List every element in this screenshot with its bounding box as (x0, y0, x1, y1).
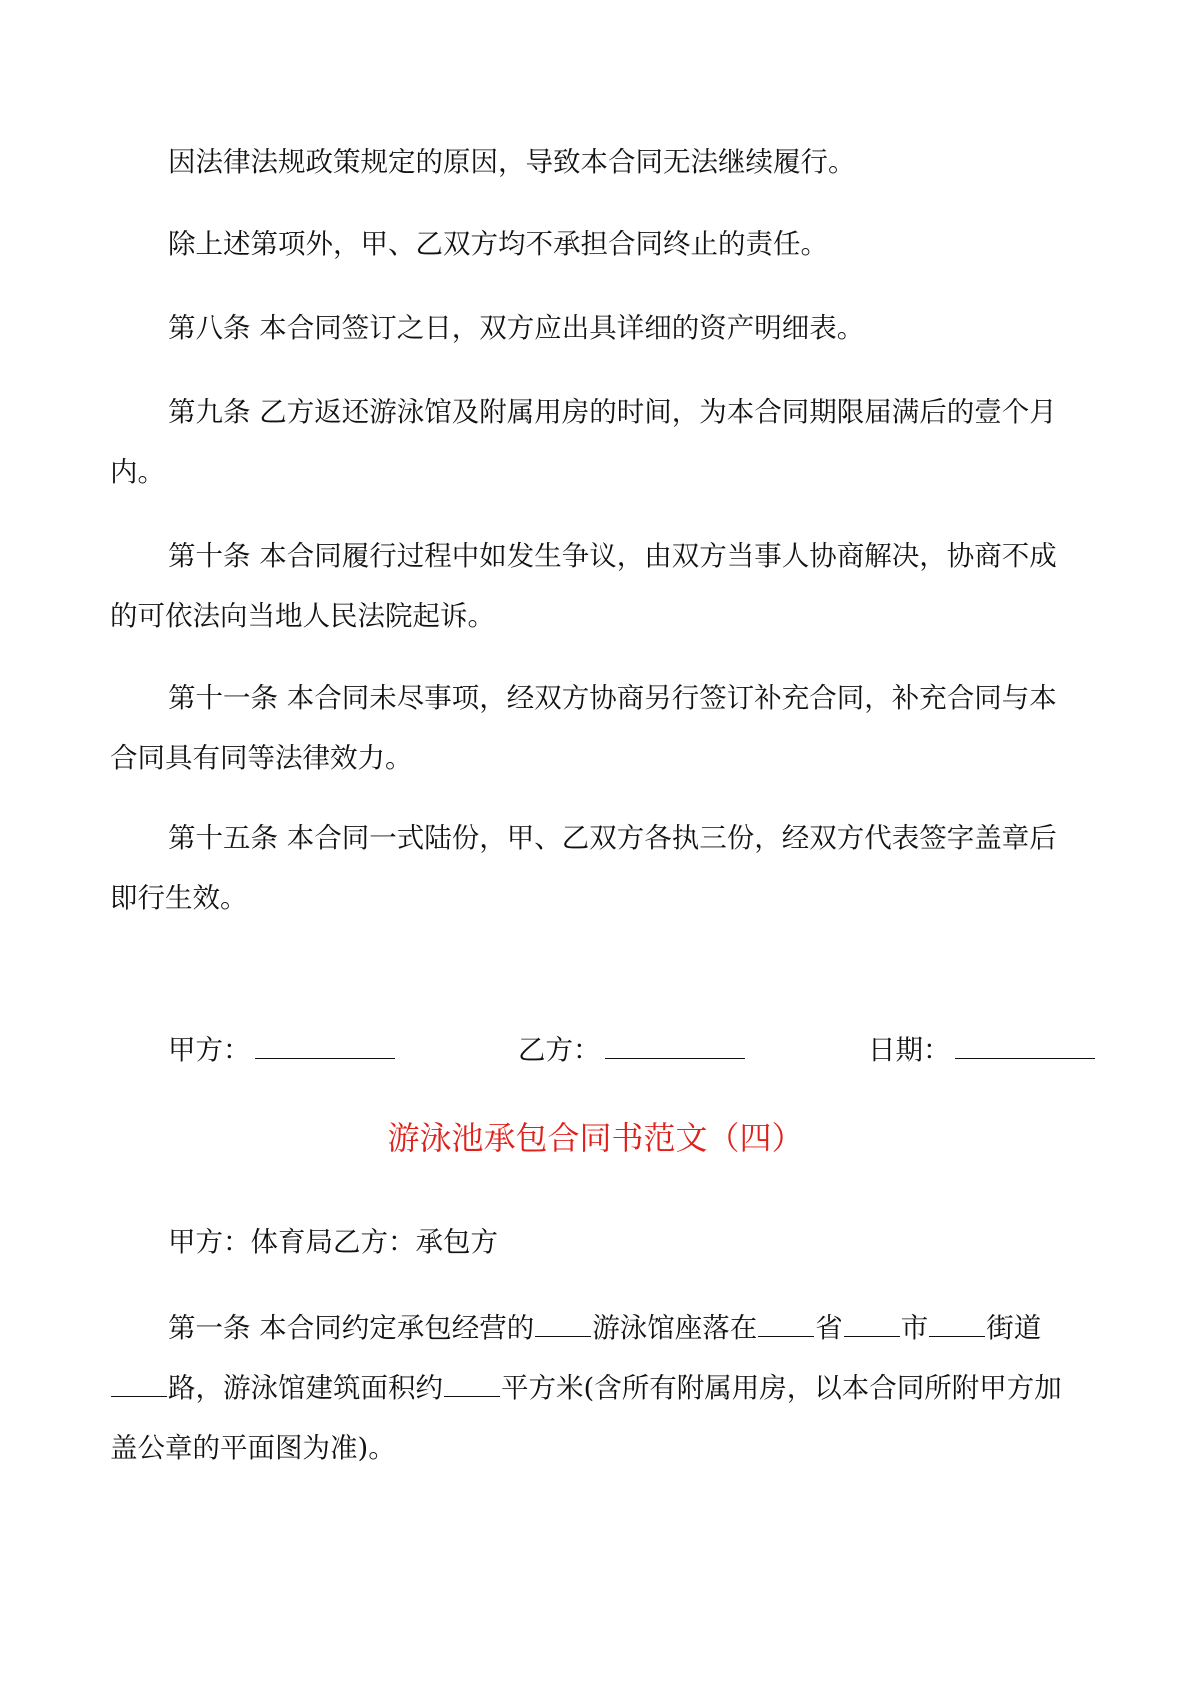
article-1-text-6: 路，游泳馆建筑面积约 (168, 1372, 443, 1404)
article-1-text-7: 平方米(含所有附属用房，以本合同所附甲方加盖公章的平面图为准)。 (110, 1372, 1062, 1464)
blank-field (844, 1314, 900, 1337)
signature-party-a (168, 1030, 395, 1070)
blank-field (758, 1314, 814, 1337)
blank-field (111, 1374, 167, 1397)
paragraph-article-1 (110, 1298, 1082, 1478)
blank-field (444, 1374, 500, 1397)
blank-field (929, 1314, 985, 1337)
paragraph-parties: 甲方：体育局乙方：承包方 (168, 1226, 498, 1258)
signature-date-blank (955, 1034, 1095, 1059)
signature-party-a-label: 甲方： (168, 1034, 251, 1066)
signature-date-label: 日期： (868, 1034, 951, 1066)
signature-row (0, 1030, 1191, 1070)
section-title: 游泳池承包合同书范文（四） (387, 1119, 804, 1157)
signature-party-b (518, 1030, 745, 1070)
blank-field (535, 1314, 591, 1337)
signature-party-b-blank (605, 1034, 745, 1059)
paragraph-liability: 除上述第项外，甲、乙双方均不承担合同终止的责任。 (168, 228, 828, 260)
signature-date (868, 1030, 1095, 1070)
signature-party-b-label: 乙方： (518, 1034, 601, 1066)
article-1-text-4: 市 (900, 1312, 929, 1344)
paragraph-article-9: 第九条 乙方返还游泳馆及附属用房的时间，为本合同期限届满后的壹个月内。 (110, 396, 1057, 488)
article-1-text-2: 游泳馆座落在 (592, 1312, 758, 1344)
article-1-text-1: 第一条 本合同约定承包经营的 (168, 1312, 535, 1344)
article-1-text-3: 省 (815, 1312, 843, 1344)
signature-party-a-blank (255, 1034, 395, 1059)
paragraph-article-11: 第十一条 本合同未尽事项，经双方协商另行签订补充合同，补充合同与本合同具有同等法律效力。 (110, 682, 1057, 774)
paragraph-article-10: 第十条 本合同履行过程中如发生争议，由双方当事人协商解决，协商不成的可依法向当地人民法院起诉。 (110, 540, 1057, 632)
paragraph-article-15: 第十五条 本合同一式陆份，甲、乙双方各执三份，经双方代表签字盖章后即行生效。 (110, 822, 1057, 914)
paragraph-termination-law: 因法律法规政策规定的原因，导致本合同无法继续履行。 (168, 146, 856, 178)
article-1-text-5: 街道 (986, 1312, 1042, 1344)
paragraph-article-8: 第八条 本合同签订之日，双方应出具详细的资产明细表。 (168, 312, 865, 344)
